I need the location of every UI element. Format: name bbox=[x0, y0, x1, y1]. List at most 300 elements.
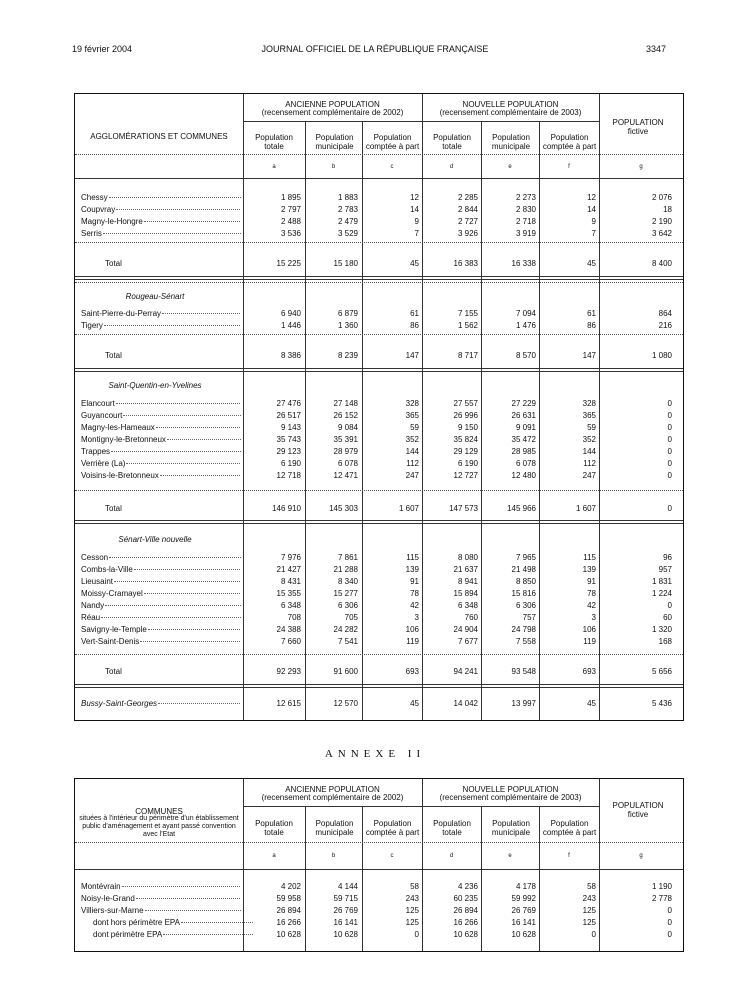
cell-value: 0 bbox=[667, 435, 672, 444]
cell-value: 2 718 bbox=[515, 217, 536, 226]
cell-value: 12 718 bbox=[276, 471, 301, 480]
col-letter-d: d bbox=[449, 853, 454, 859]
communes-column-header: COMMUNES bbox=[135, 807, 183, 816]
commune-name bbox=[93, 918, 253, 927]
commune-name bbox=[81, 229, 241, 238]
cell-value: 26 769 bbox=[333, 906, 358, 915]
commune-name-text: Chessy bbox=[81, 193, 108, 202]
nouvelle-population-subheader: (recensement complémentaire de 2003) bbox=[439, 108, 582, 117]
cell-value: 6 078 bbox=[337, 459, 358, 468]
cell-value: 125 bbox=[582, 918, 596, 927]
commune-name-text: Guyancourt bbox=[81, 411, 123, 420]
ancienne-population-header: ANCIENNE POPULATION bbox=[285, 785, 380, 794]
commune-name bbox=[81, 601, 241, 610]
cell-value: 1 895 bbox=[280, 193, 301, 202]
dot-leader bbox=[116, 403, 241, 404]
col-letter-d: d bbox=[449, 164, 454, 170]
cell-value: 6 940 bbox=[280, 309, 301, 318]
cell-value: 16 141 bbox=[333, 918, 358, 927]
nouvelle-population-header: NOUVELLE POPULATION bbox=[462, 100, 559, 109]
commune-name bbox=[81, 906, 241, 915]
cell-value: 144 bbox=[405, 447, 419, 456]
cell-value: 708 bbox=[287, 613, 301, 622]
col-header-b: Population municipale bbox=[315, 819, 354, 837]
dot-leader bbox=[167, 439, 241, 440]
dot-leader bbox=[160, 475, 241, 476]
commune-name-text: Saint-Pierre-du-Perray bbox=[81, 309, 162, 318]
cell-value: 58 bbox=[410, 882, 419, 891]
commune-name bbox=[81, 423, 241, 432]
cell-value: 243 bbox=[405, 894, 419, 903]
commune-name-text: dont périmètre EPA bbox=[93, 930, 163, 939]
cell-value: 146 910 bbox=[272, 504, 301, 513]
cell-value: 9 150 bbox=[457, 423, 478, 432]
commune-name-text: Savigny-le-Temple bbox=[81, 625, 147, 634]
cell-value: 112 bbox=[583, 459, 596, 468]
cell-value: 3 926 bbox=[457, 229, 478, 238]
commune-name-text: Coupvray bbox=[81, 205, 116, 214]
cell-value: 7 677 bbox=[457, 637, 478, 646]
commune-name-text: Bussy-Saint-Georges bbox=[81, 699, 158, 708]
cell-value: 45 bbox=[587, 699, 596, 708]
cell-value: 28 979 bbox=[333, 447, 358, 456]
commune-name bbox=[81, 613, 241, 622]
col-header-f: Population comptée à part bbox=[542, 133, 597, 151]
cell-value: 61 bbox=[410, 309, 419, 318]
cell-value: 6 879 bbox=[337, 309, 358, 318]
cell-value: 9 143 bbox=[280, 423, 301, 432]
commune-name bbox=[81, 217, 241, 226]
cell-value: 9 bbox=[414, 217, 419, 226]
commune-name-text: Total bbox=[105, 504, 122, 513]
cell-value: 0 bbox=[667, 930, 672, 939]
ancienne-population-subheader: (recensement complémentaire de 2002) bbox=[261, 108, 404, 117]
col-letter-e: e bbox=[508, 853, 512, 859]
cell-value: 21 288 bbox=[333, 565, 358, 574]
cell-value: 27 229 bbox=[511, 399, 536, 408]
cell-value: 7 965 bbox=[515, 553, 536, 562]
cell-value: 1 080 bbox=[651, 351, 672, 360]
cell-value: 1 224 bbox=[651, 589, 672, 598]
cell-value: 14 bbox=[587, 205, 596, 214]
cell-value: 3 642 bbox=[651, 229, 672, 238]
cell-value: 1 607 bbox=[575, 504, 596, 513]
cell-value: 7 bbox=[591, 229, 596, 238]
cell-value: 78 bbox=[410, 589, 419, 598]
col-header-a: Population totale bbox=[255, 133, 293, 151]
cell-value: 18 bbox=[663, 205, 672, 214]
cell-value: 8 717 bbox=[457, 351, 478, 360]
commune-name bbox=[81, 699, 241, 708]
cell-value: 15 180 bbox=[333, 259, 358, 268]
cell-value: 9 bbox=[591, 217, 596, 226]
cell-value: 705 bbox=[344, 613, 358, 622]
cell-value: 15 225 bbox=[276, 259, 301, 268]
cell-value: 27 476 bbox=[276, 399, 301, 408]
cell-value: 119 bbox=[583, 637, 596, 646]
cell-value: 93 548 bbox=[511, 667, 536, 676]
cell-value: 15 894 bbox=[453, 589, 478, 598]
cell-value: 7 155 bbox=[457, 309, 478, 318]
group-title-senart-ville-nouvelle: Sénart-Ville nouvelle bbox=[118, 535, 192, 544]
cell-value: 4 178 bbox=[515, 882, 536, 891]
cell-value: 7 bbox=[414, 229, 419, 238]
cell-value: 12 727 bbox=[453, 471, 478, 480]
cell-value: 1 831 bbox=[651, 577, 672, 586]
col-letter-a: a bbox=[272, 853, 276, 859]
cell-value: 14 bbox=[410, 205, 419, 214]
col-header-e: Population municipale bbox=[491, 819, 531, 837]
cell-value: 2 797 bbox=[280, 205, 301, 214]
commune-name-text: Elancourt bbox=[81, 399, 115, 408]
commune-name bbox=[81, 637, 241, 646]
cell-value: 1 446 bbox=[280, 321, 301, 330]
dot-leader bbox=[111, 451, 241, 452]
dot-leader bbox=[162, 313, 241, 314]
cell-value: 757 bbox=[522, 613, 536, 622]
cell-value: 16 141 bbox=[511, 918, 536, 927]
total-label bbox=[105, 667, 122, 676]
cell-value: 168 bbox=[658, 637, 672, 646]
col-header-e: Population municipale bbox=[491, 133, 531, 151]
col-letter-c: c bbox=[390, 853, 394, 859]
col-letter-a: a bbox=[272, 164, 276, 170]
cell-value: 2 488 bbox=[280, 217, 301, 226]
commune-name bbox=[81, 399, 241, 408]
commune-name-text: dont hors périmètre EPA bbox=[93, 918, 181, 927]
commune-name bbox=[81, 205, 241, 214]
commune-name bbox=[81, 625, 241, 634]
cell-value: 13 997 bbox=[511, 699, 536, 708]
col-header-c: Population comptée à part bbox=[365, 133, 420, 151]
cell-value: 139 bbox=[405, 565, 419, 574]
cell-value: 2 830 bbox=[515, 205, 536, 214]
cell-value: 115 bbox=[406, 553, 419, 562]
cell-value: 28 985 bbox=[511, 447, 536, 456]
cell-value: 106 bbox=[582, 625, 596, 634]
dot-leader bbox=[101, 617, 241, 618]
cell-value: 352 bbox=[582, 435, 596, 444]
cell-value: 3 536 bbox=[280, 229, 301, 238]
nouvelle-population-header: NOUVELLE POPULATION bbox=[462, 785, 559, 794]
dot-leader bbox=[123, 415, 241, 416]
cell-value: 247 bbox=[582, 471, 596, 480]
cell-value: 144 bbox=[582, 447, 596, 456]
annexe-title: ANNEXE II bbox=[324, 748, 426, 760]
cell-value: 26 769 bbox=[511, 906, 536, 915]
cell-value: 91 bbox=[410, 577, 419, 586]
cell-value: 21 427 bbox=[276, 565, 301, 574]
cell-value: 7 558 bbox=[515, 637, 536, 646]
cell-value: 96 bbox=[663, 553, 672, 562]
cell-value: 45 bbox=[410, 699, 419, 708]
cell-value: 6 348 bbox=[457, 601, 478, 610]
cell-value: 2 727 bbox=[457, 217, 478, 226]
cell-value: 1 320 bbox=[651, 625, 672, 634]
commune-name-text: Cesson bbox=[81, 553, 109, 562]
cell-value: 2 783 bbox=[337, 205, 358, 214]
cell-value: 94 241 bbox=[453, 667, 478, 676]
commune-name bbox=[81, 459, 241, 468]
cell-value: 0 bbox=[667, 504, 672, 513]
header-journal-title: JOURNAL OFFICIEL DE LA RÉPUBLIQUE FRANÇAISE bbox=[261, 44, 489, 54]
col-letter-b: b bbox=[331, 853, 336, 859]
cell-value: 8 386 bbox=[280, 351, 301, 360]
cell-value: 6 348 bbox=[280, 601, 301, 610]
cell-value: 6 190 bbox=[280, 459, 301, 468]
commune-name bbox=[81, 435, 241, 444]
cell-value: 26 517 bbox=[276, 411, 301, 420]
cell-value: 8 400 bbox=[651, 259, 672, 268]
commune-name-text: Lieusaint bbox=[81, 577, 114, 586]
cell-value: 328 bbox=[582, 399, 596, 408]
cell-value: 8 570 bbox=[515, 351, 536, 360]
cell-value: 216 bbox=[658, 321, 672, 330]
cell-value: 125 bbox=[405, 906, 419, 915]
cell-value: 24 798 bbox=[511, 625, 536, 634]
dot-leader bbox=[105, 605, 241, 606]
cell-value: 21 498 bbox=[511, 565, 536, 574]
cell-value: 6 306 bbox=[337, 601, 358, 610]
cell-value: 35 472 bbox=[511, 435, 536, 444]
commune-name-text: Total bbox=[105, 667, 122, 676]
dot-leader bbox=[104, 325, 241, 326]
cell-value: 26 996 bbox=[453, 411, 478, 420]
annexe-population-table bbox=[74, 778, 684, 952]
cell-value: 2 479 bbox=[337, 217, 358, 226]
col-header-a: Population totale bbox=[255, 819, 293, 837]
cell-value: 59 bbox=[587, 423, 596, 432]
commune-name bbox=[81, 193, 241, 202]
cell-value: 2 076 bbox=[651, 193, 672, 202]
cell-value: 58 bbox=[587, 882, 596, 891]
ancienne-population-header: ANCIENNE POPULATION bbox=[285, 100, 380, 109]
dot-leader bbox=[140, 641, 241, 642]
commune-name bbox=[81, 321, 241, 330]
col-letter-c: c bbox=[390, 164, 394, 170]
cell-value: 24 904 bbox=[453, 625, 478, 634]
cell-value: 42 bbox=[410, 601, 419, 610]
cell-value: 328 bbox=[405, 399, 419, 408]
cell-value: 15 277 bbox=[333, 589, 358, 598]
cell-value: 2 285 bbox=[457, 193, 478, 202]
cell-value: 112 bbox=[406, 459, 419, 468]
cell-value: 3 919 bbox=[515, 229, 536, 238]
cell-value: 115 bbox=[583, 553, 596, 562]
cell-value: 27 148 bbox=[333, 399, 358, 408]
communes-column-header: AGGLOMÉRATIONS ET COMMUNES bbox=[90, 132, 228, 141]
dot-leader bbox=[134, 569, 241, 570]
col-header-d: Population totale bbox=[433, 133, 471, 151]
cell-value: 60 bbox=[663, 613, 672, 622]
cell-value: 2 190 bbox=[651, 217, 672, 226]
cell-value: 8 080 bbox=[457, 553, 478, 562]
cell-value: 0 bbox=[667, 906, 672, 915]
cell-value: 35 391 bbox=[333, 435, 358, 444]
cell-value: 91 bbox=[587, 577, 596, 586]
commune-name-text: Total bbox=[105, 351, 122, 360]
col-letter-g: g bbox=[639, 853, 643, 859]
group-title-saint-quentin: Saint-Quentin-en-Yvelines bbox=[108, 381, 202, 390]
communes-column-subheader: situées à l'intérieur du périmètre d'un établissement public d'aménagement et ayant passé convention avec l'Etat bbox=[79, 815, 239, 838]
cell-value: 365 bbox=[582, 411, 596, 420]
cell-value: 26 152 bbox=[333, 411, 358, 420]
cell-value: 125 bbox=[405, 918, 419, 927]
cell-value: 0 bbox=[667, 399, 672, 408]
cell-value: 12 615 bbox=[276, 699, 301, 708]
dot-leader bbox=[145, 910, 241, 911]
cell-value: 7 976 bbox=[280, 553, 301, 562]
cell-value: 3 529 bbox=[337, 229, 358, 238]
cell-value: 4 144 bbox=[337, 882, 358, 891]
cell-value: 7 660 bbox=[280, 637, 301, 646]
cell-value: 60 235 bbox=[453, 894, 478, 903]
cell-value: 243 bbox=[582, 894, 596, 903]
cell-value: 12 471 bbox=[333, 471, 358, 480]
dot-leader bbox=[136, 898, 241, 899]
commune-name bbox=[81, 411, 241, 420]
cell-value: 16 266 bbox=[276, 918, 301, 927]
cell-value: 145 303 bbox=[329, 504, 358, 513]
dot-leader bbox=[144, 221, 241, 222]
cell-value: 125 bbox=[582, 906, 596, 915]
cell-value: 1 360 bbox=[337, 321, 358, 330]
population-table bbox=[74, 93, 684, 721]
dot-leader bbox=[163, 934, 253, 935]
cell-value: 5 436 bbox=[651, 699, 672, 708]
commune-name-text: Tigery bbox=[81, 321, 103, 330]
commune-name-text: Combs-la-Ville bbox=[81, 565, 133, 574]
cell-value: 760 bbox=[464, 613, 478, 622]
cell-value: 3 bbox=[591, 613, 596, 622]
commune-name-text: Montigny-le-Bretonneux bbox=[81, 435, 166, 444]
cell-value: 1 607 bbox=[398, 504, 419, 513]
cell-value: 957 bbox=[658, 565, 672, 574]
cell-value: 0 bbox=[667, 918, 672, 927]
cell-value: 91 600 bbox=[333, 667, 358, 676]
cell-value: 45 bbox=[587, 259, 596, 268]
cell-value: 5 656 bbox=[651, 667, 672, 676]
cell-value: 16 383 bbox=[453, 259, 478, 268]
cell-value: 0 bbox=[667, 423, 672, 432]
cell-value: 3 bbox=[414, 613, 419, 622]
commune-name-text: Vert-Saint-Denis bbox=[81, 637, 140, 646]
cell-value: 16 266 bbox=[453, 918, 478, 927]
cell-value: 29 129 bbox=[453, 447, 478, 456]
cell-value: 24 282 bbox=[333, 625, 358, 634]
cell-value: 42 bbox=[587, 601, 596, 610]
cell-value: 6 078 bbox=[515, 459, 536, 468]
cell-value: 693 bbox=[582, 667, 596, 676]
total-label bbox=[105, 504, 122, 513]
commune-name-text: Noisy-le-Grand bbox=[81, 894, 135, 903]
cell-value: 145 966 bbox=[507, 504, 536, 513]
cell-value: 8 850 bbox=[515, 577, 536, 586]
cell-value: 35 743 bbox=[276, 435, 301, 444]
cell-value: 59 715 bbox=[333, 894, 358, 903]
cell-value: 78 bbox=[587, 589, 596, 598]
cell-value: 7 094 bbox=[515, 309, 536, 318]
dot-leader bbox=[103, 233, 241, 234]
cell-value: 26 631 bbox=[511, 411, 536, 420]
dot-leader bbox=[156, 427, 241, 428]
commune-name bbox=[81, 882, 241, 891]
cell-value: 6 306 bbox=[515, 601, 536, 610]
cell-value: 9 084 bbox=[337, 423, 358, 432]
cell-value: 2 273 bbox=[515, 193, 536, 202]
cell-value: 147 573 bbox=[449, 504, 478, 513]
cell-value: 0 bbox=[667, 411, 672, 420]
dot-leader bbox=[144, 593, 241, 594]
cell-value: 61 bbox=[587, 309, 596, 318]
cell-value: 119 bbox=[406, 637, 419, 646]
cell-value: 15 816 bbox=[511, 589, 536, 598]
cell-value: 9 091 bbox=[515, 423, 536, 432]
cell-value: 27 557 bbox=[453, 399, 478, 408]
header-date: 19 février 2004 bbox=[72, 44, 133, 54]
commune-name bbox=[81, 577, 241, 586]
cell-value: 6 190 bbox=[457, 459, 478, 468]
cell-value: 12 bbox=[410, 193, 419, 202]
cell-value: 693 bbox=[405, 667, 419, 676]
cell-value: 4 236 bbox=[457, 882, 478, 891]
cell-value: 0 bbox=[667, 471, 672, 480]
cell-value: 21 637 bbox=[453, 565, 478, 574]
cell-value: 864 bbox=[658, 309, 672, 318]
cell-value: 86 bbox=[587, 321, 596, 330]
ancienne-population-subheader: (recensement complémentaire de 2002) bbox=[261, 793, 404, 802]
commune-name-text: Moissy-Cramayel bbox=[81, 589, 143, 598]
cell-value: 29 123 bbox=[276, 447, 301, 456]
commune-name-text: Serris bbox=[81, 229, 102, 238]
commune-name-text: Trappes bbox=[81, 447, 111, 456]
cell-value: 8 340 bbox=[337, 577, 358, 586]
commune-name bbox=[81, 553, 241, 562]
commune-name-text: Villiers-sur-Marne bbox=[81, 906, 144, 915]
cell-value: 8 239 bbox=[337, 351, 358, 360]
commune-name-text: Magny-les-Hameaux bbox=[81, 423, 155, 432]
cell-value: 1 476 bbox=[515, 321, 536, 330]
commune-name-text: Voisins-le-Bretonneux bbox=[81, 471, 159, 480]
dot-leader bbox=[109, 197, 241, 198]
cell-value: 59 bbox=[410, 423, 419, 432]
commune-name-text: Verrière (La) bbox=[81, 459, 126, 468]
cell-value: 59 992 bbox=[511, 894, 536, 903]
cell-value: 12 480 bbox=[511, 471, 536, 480]
cell-value: 10 628 bbox=[333, 930, 358, 939]
cell-value: 352 bbox=[405, 435, 419, 444]
dot-leader bbox=[116, 209, 241, 210]
commune-name-text: Magny-le-Hongre bbox=[81, 217, 143, 226]
cell-value: 12 bbox=[587, 193, 596, 202]
cell-value: 8 941 bbox=[457, 577, 478, 586]
cell-value: 12 570 bbox=[333, 699, 358, 708]
dot-leader bbox=[158, 703, 241, 704]
cell-value: 1 883 bbox=[337, 193, 358, 202]
cell-value: 92 293 bbox=[276, 667, 301, 676]
col-header-f: Population comptée à part bbox=[542, 819, 597, 837]
cell-value: 4 202 bbox=[280, 882, 301, 891]
cell-value: 7 541 bbox=[337, 637, 358, 646]
dot-leader bbox=[122, 886, 241, 887]
cell-value: 7 861 bbox=[337, 553, 358, 562]
col-header-d: Population totale bbox=[433, 819, 471, 837]
cell-value: 24 388 bbox=[276, 625, 301, 634]
cell-value: 0 bbox=[667, 459, 672, 468]
nouvelle-population-subheader: (recensement complémentaire de 2003) bbox=[439, 793, 582, 802]
commune-name bbox=[93, 930, 253, 939]
population-fictive-header: POPULATION fictive bbox=[612, 801, 664, 819]
